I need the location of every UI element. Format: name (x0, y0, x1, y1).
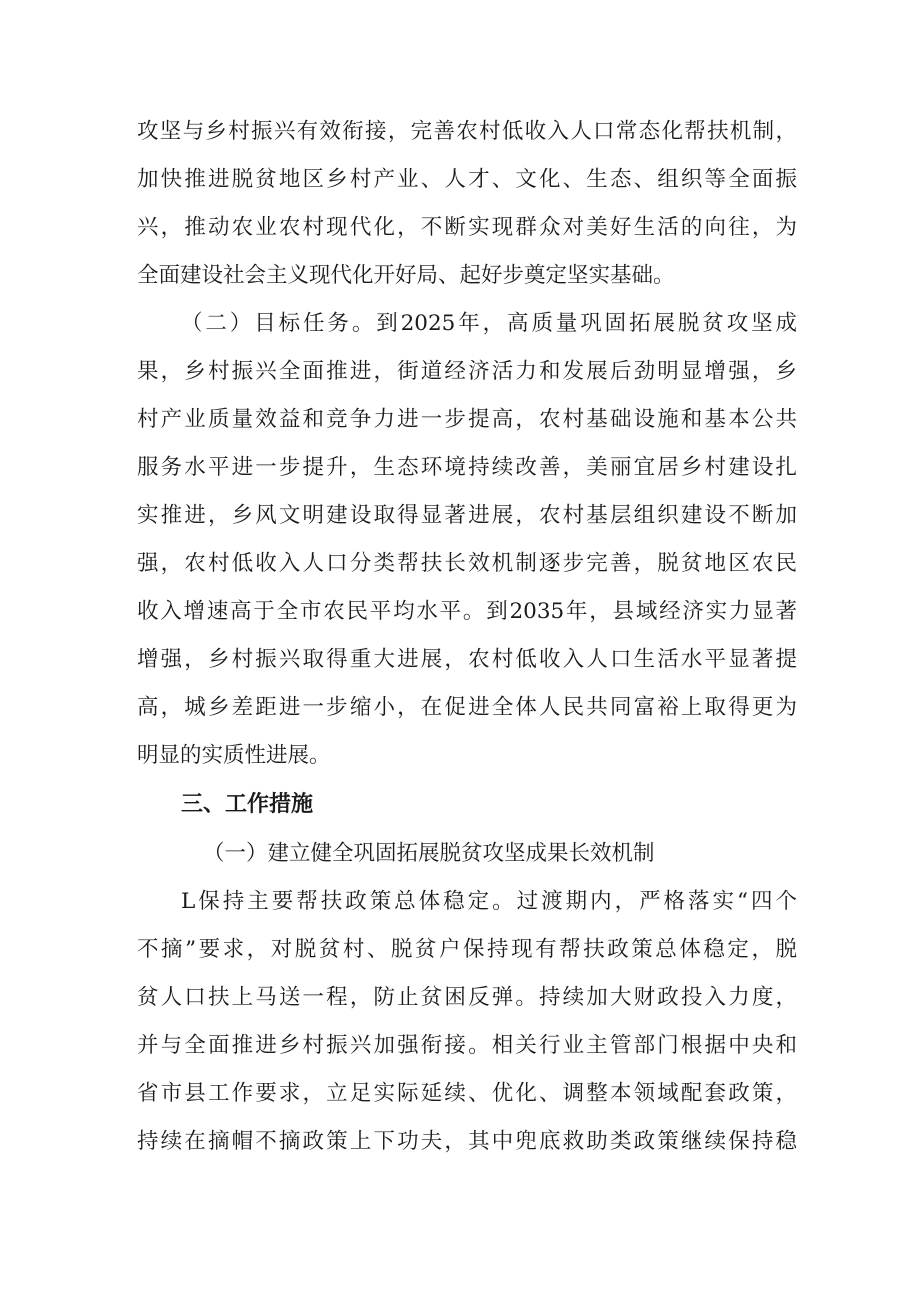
paragraph-line: 持续在摘帽不摘政策上下功夫，其中兜底救助类政策继续保持稳 (137, 1129, 797, 1154)
paragraph-line: 果，乡村振兴全面推进，街道经济活力和发展后劲明显增强，乡 (137, 359, 797, 384)
paragraph-line: L保持主要帮扶政策总体稳定。过渡期内，严格落实“四个 (181, 889, 797, 914)
paragraph-line: 收入增速高于全市农民平均水平。到2035年，县域经济实力显著 (137, 599, 797, 624)
paragraph-line: 全面建设社会主义现代化开好局、起好步奠定坚实基础。 (137, 263, 675, 288)
paragraph-line: （二）目标任务。到2025年，高质量巩固拓展脱贫攻坚成 (181, 311, 797, 336)
paragraph-line: 增强，乡村振兴取得重大进展，农村低收入人口生活水平显著提 (137, 647, 797, 672)
paragraph-line: 兴，推动农业农村现代化，不断实现群众对美好生活的向往，为 (137, 215, 797, 240)
paragraph-line: 贫人口扶上马送一程，防止贫困反弹。持续加大财政投入力度， (137, 985, 797, 1010)
subsection-heading: （一）建立健全巩固拓展脱贫攻坚成果长效机制 (203, 841, 655, 866)
paragraph-line: 高，城乡差距进一步缩小，在促进全体人民共同富裕上取得更为 (137, 695, 797, 720)
paragraph-line: 加快推进脱贫地区乡村产业、人才、文化、生态、组织等全面振 (137, 167, 797, 192)
paragraph-line: 强，农村低收入人口分类帮扶长效机制逐步完善，脱贫地区农民 (137, 551, 797, 576)
section-heading: 三、工作措施 (181, 792, 314, 817)
paragraph-line: 服务水平进一步提升，生态环境持续改善，美丽宜居乡村建设扎 (137, 455, 797, 480)
paragraph-line: 省市县工作要求，立足实际延续、优化、调整本领域配套政策， (137, 1081, 797, 1106)
paragraph-line: 明显的实质性进展。 (137, 743, 331, 768)
paragraph-line: 攻坚与乡村振兴有效衔接，完善农村低收入人口常态化帮扶机制， (137, 119, 797, 144)
document-body (137, 108, 797, 1166)
paragraph-line: 实推进，乡风文明建设取得显著进展，农村基层组织建设不断加 (137, 503, 797, 528)
paragraph-line: 并与全面推进乡村振兴加强衔接。相关行业主管部门根据中央和 (137, 1033, 797, 1058)
paragraph-line: 不摘”要求，对脱贫村、脱贫户保持现有帮扶政策总体稳定，脱 (137, 937, 797, 962)
paragraph-line: 村产业质量效益和竞争力进一步提高，农村基础设施和基本公共 (137, 407, 797, 432)
